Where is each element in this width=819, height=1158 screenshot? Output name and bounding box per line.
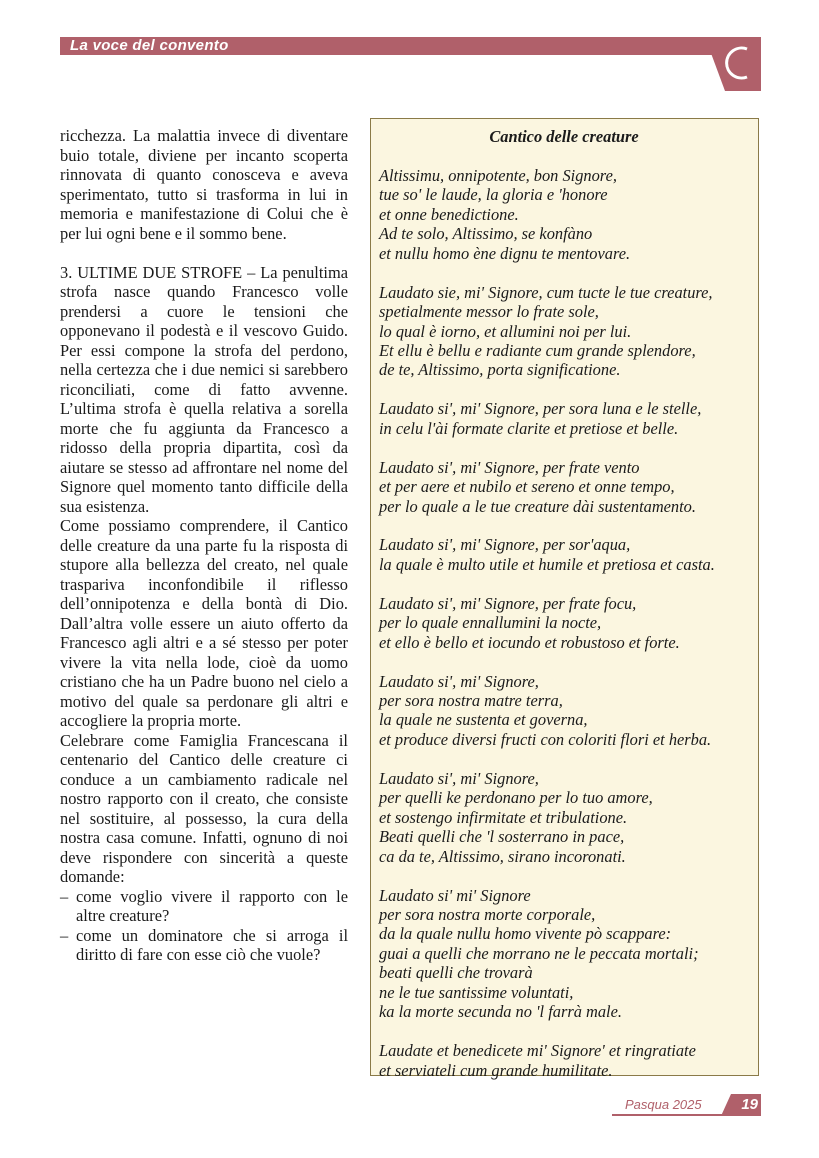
poem-line: et produce diversi fructi con coloriti flori et herba. [379,729,712,749]
poem-line: ca da te, Altissimo, sirano incoronati. [379,846,626,866]
poem-line: de te, Altissimo, porta significatione. [379,360,621,380]
poem-line: Laudato si', mi' Signore, per frate focu, [379,593,637,613]
poem-line: tue so' le laude, la gloria e 'honore [379,185,608,205]
poem-line: in celu l'ài formate clarite et pretiose et belle. [379,418,679,438]
poem-line: Ad te solo, Altissimo, se konfàno [379,224,593,244]
poem-text [379,127,749,1099]
poem-line: da la quale nullu homo vivente pò scappare: [379,924,672,944]
section-title: La voce del convento [70,37,229,54]
poem-line: la quale è multo utile et humile et pretiosa et casta. [379,554,715,574]
footer-rule [612,1114,727,1116]
poem-line: et onne benedictione. [379,204,519,224]
poem-line: Laudato si', mi' Signore, per sor'aqua, [379,535,631,555]
poem-stanza [379,886,749,1022]
poem-line: Et ellu è bellu e radiante cum grande splendore, [379,340,696,360]
issue-label: Pasqua 2025 [625,1097,702,1112]
poem-stanza [379,535,749,574]
poem-line: per lo quale a le tue creature dài sustentamento. [379,496,696,516]
poem-line: per quelli ke perdonano per lo tuo amore, [379,788,653,808]
poem-stanza [379,594,749,652]
poem-stanza [379,283,749,380]
crescent-c-icon [705,37,761,91]
page-number: 19 [741,1096,758,1113]
poem-stanza [379,672,749,750]
poem-line: Beati quelli che 'l sosterrano in pace, [379,827,625,847]
poem-line: lo qual è iorno, et allumini noi per lui. [379,321,632,341]
poem-line: et nullu homo ène dignu te mentovare. [379,243,631,263]
poem-line: et per aere et nubilo et sereno et onne tempo, [379,477,675,497]
poem-line: guai a quelli che morrano ne le peccata mortali; [379,943,699,963]
poem-line: Laudato si', mi' Signore, [379,671,539,691]
poem-line: ne le tue santissime voluntati, [379,982,574,1002]
article-column [60,126,348,965]
poem-line: per lo quale ennallumini la nocte, [379,613,602,633]
question-item: – come voglio vivere il rapporto con le altre creature? [60,887,348,926]
poem-stanza [379,399,749,438]
poem-title: Cantico delle creature [489,127,639,146]
poem-line: et serviateli cum grande humilitate. [379,1060,613,1080]
article-paragraph: Celebrare come Famiglia Francescana il centenario del Cantico delle creature ci conduce a un cambiamento radicale nel nostro rapporto con il creato, che consiste nel sostituire, al possesso, la cura della nostra casa comune. Infatti, ognuno di noi deve rispondere con sincerità a queste domande: [60,730,348,886]
poem-stanza [379,166,749,263]
article-paragraph: Come possiamo comprendere, il Cantico delle creature da una parte fu la risposta di stupore alla bellezza del creato, nel quale traspariva inconfondibile il riflesso dell’onnipotenza e della bontà di Dio. Dall’altra volle essere un aiuto offerto da Francesco agli altri e a sé stesso per poter vivere la vita nella lode, cioè da uomo cristiano che ha un Padre buono nel cielo a motivo del quale sa perdonare gli altri e accogliere la propria morte. [60,516,348,730]
poem-line: la quale ne sustenta et governa, [379,710,588,730]
poem-line: Laudato sie, mi' Signore, cum tucte le tue creature, [379,282,713,302]
question-list [60,887,348,965]
poem-line: et sostengo infirmitate et tribulatione. [379,807,628,827]
poem-line: spetialmente messor lo frate sole, [379,302,599,322]
poem-line: Laudato si', mi' Signore, [379,768,539,788]
poem-line: per sora nostra morte corporale, [379,904,596,924]
article-paragraph: 3. ULTIME DUE STROFE – La penultima strofa nasce quando Francesco volle prendersi a cuore le tensioni che opponevano il podestà e il vescovo Guido. Per essi compone la strofa del perdono, nella certezza che i due nemici si sarebbero riconciliati, come di fatto avvenne. L’ultima strofa è quella relativa a sorella morte che fu aggiunta da Francesco a ridosso della propria dipartita, così da aiutare se stesso ad affrontare nel nome del Signore quel momento tanto difficile della sua esistenza. [60,262,348,516]
poem-stanza [379,458,749,516]
poem-line: Laudato si' mi' Signore [379,885,531,905]
poem-line: per sora nostra matre terra, [379,691,563,711]
poem-line: Laudate et benedicete mi' Signore' et ringratiate [379,1041,696,1061]
poem-line: Laudato si', mi' Signore, per sora luna e le stelle, [379,399,702,419]
poem-box [370,118,759,1080]
article-paragraph: ricchezza. La malattia invece di diventare buio totale, diviene per incanto scoperta rinnovata di quanto conosceva e aveva sperimentato, tutto si trasforma in lui in memoria e manifestazione di Colui che è per lui ogni bene e il sommo bene. [60,126,348,243]
poem-line: et ello è bello et iocundo et robustoso et forte. [379,632,680,652]
poem-line: beati quelli che trovarà [379,963,533,983]
question-item: – come un dominatore che si arroga il diritto di fare con esse ciò che vuole? [60,926,348,965]
poem-stanza [379,1041,749,1080]
poem-line: Laudato si', mi' Signore, per frate vento [379,457,640,477]
poem-line: ka la morte secunda no 'l farrà male. [379,1002,622,1022]
poem-stanza [379,769,749,866]
poem-line: Altissimu, onnipotente, bon Signore, [379,165,617,185]
